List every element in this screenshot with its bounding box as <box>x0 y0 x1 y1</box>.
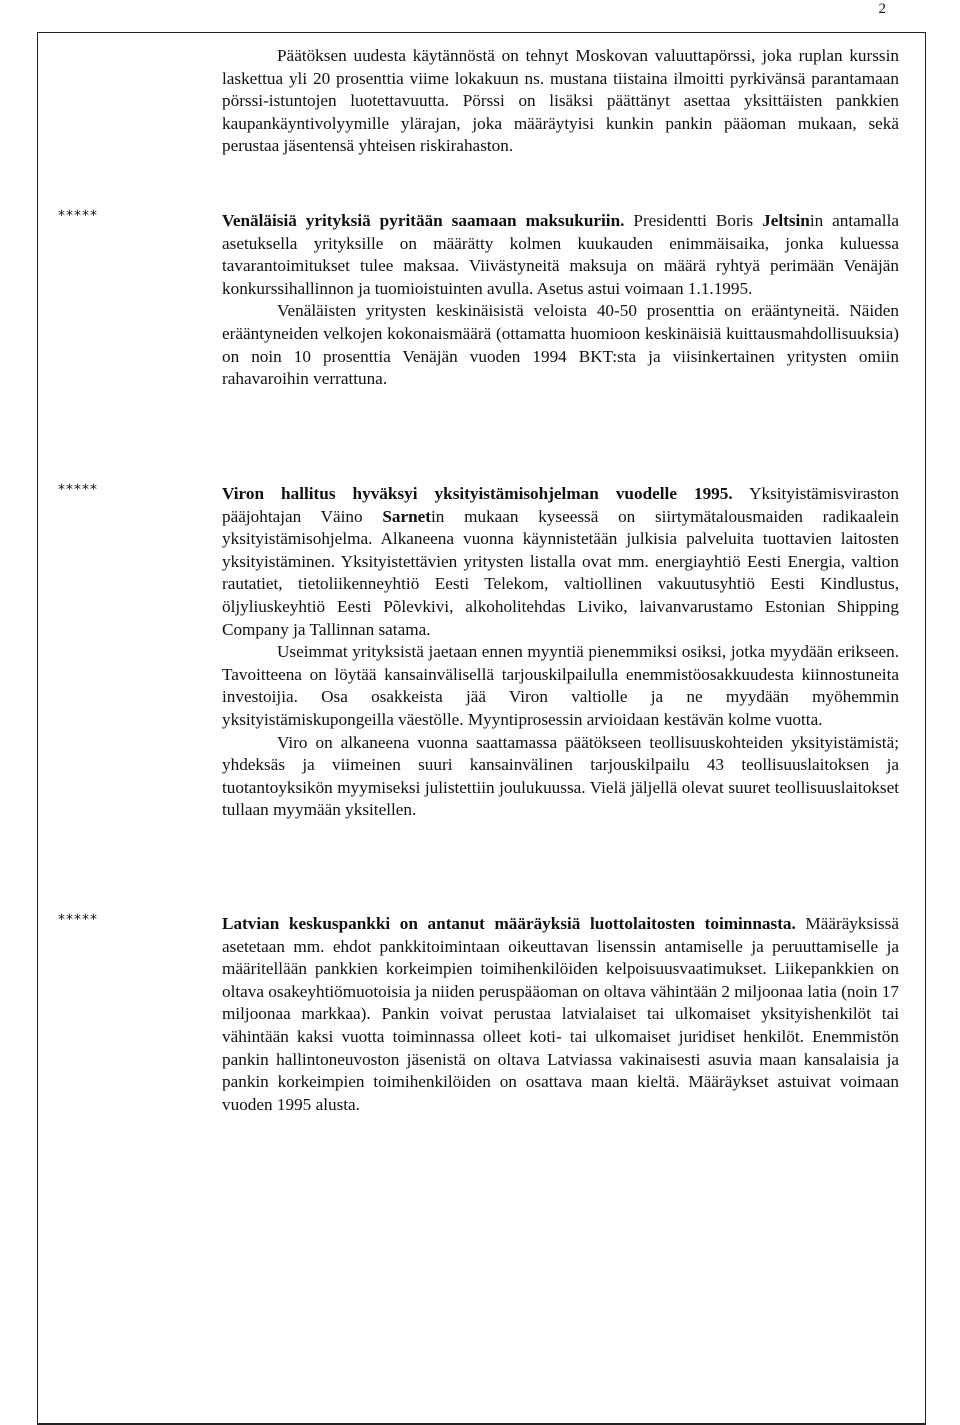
section-2-paragraph-3: Viro on alkaneena vuonna saattamassa päätökseen teollisuuskohteiden yksityistämistä; yhdeksäs ja viimeinen suuri kansainvälinen tarjouskilpailu 43 teollisuuslaitoksen ja tuotantoyksikön myymiseksi julistettiin joulukuussa. Vielä jäljellä olevat suuret teollisuuslaitokset tullaan myymään yksitellen. <box>222 732 899 820</box>
section-1-paragraph-2: Venäläisten yritysten keskinäisistä veloista 40-50 prosenttia on erääntyneitä. Näiden erääntyneiden velkojen kokonaismäärä (ottamatta huomioon keskinäisiä kuittausmahdollisuuksia) on noin 10 prosenttia Venäjän vuoden 1994 BKT:sta ja viisinkertainen yritysten omiin rahavaroihin verrattuna. <box>222 301 899 389</box>
section-3-text: Määräyksissä asetetaan mm. ehdot pankkitoimintaan oikeuttavan lisenssin antamiselle ja peruuttamiselle ja määritellään pankkien korkeimpien toimihenkilöiden kelpoisuusvaatimukset. Liikepankkien on oltava osakeyhtiömuotoisia ja niiden peruspääoman on oltava vähintään 2 miljoonaa latia (noin 17 miljoonaa markkaa). Pankin voivat perustaa latvialaiset tai ulkomaiset yksityishenkilöt tai vähintään kaksi vuotta toiminnassa olleet koti- tai ulkomaiset juridiset henkilöt. Enemmistön pankin hallintoneuvoston jäsenistä on oltava Latviassa vakinaisesti asuvia maan kansalaisia ja pankin korkeimpien toimihenkilöiden on osattava maan kieltä. Määräykset astuivat voimaan vuoden 1995 alusta. <box>222 914 899 1114</box>
content-frame-bottom <box>37 1423 926 1425</box>
section-1-text-b: in antamalla asetuksella yrityksille on määrätty kolmen kuukauden enimmäisaika, jonka kuluessa tavarantoimitukset tulee maksaa. Viivästyneitä maksuja on määrä ryhtyä perimään Venäjän konkurssihallinnon ja tuomioistuinten avulla. Asetus astui voimaan 1.1.1995. <box>222 211 899 298</box>
section-2-text-b: in mukaan kyseessä on siirtymätalousmaiden radikaalein yksityistämisohjelma. Alkaneena vuonna käynnistetään julkisia palveluita tuottavien laitosten yksityistäminen. Yksityistettävien yritysten listalla ovat mm. energiayhtiö Eesti Energia, valtion rautatiet, tietoliikenneyhtiö Eesti Telekom, valtiollinen vakuutusyhtiö Eesti Kindlustus, öljyliuskeyhtiö Eesti Põlevkivi, alkoholitehdas Liviko, laivanvarustamo Estonian Shipping Company ja Tallinnan satama. <box>222 506 899 639</box>
section-1-stars: ***** <box>58 208 98 224</box>
section-1-headline: Venäläisiä yrityksiä pyritään saamaan maksukuriin. <box>222 211 625 230</box>
section-2-headline: Viron hallitus hyväksyi yksityistämisohjelman vuodelle 1995. <box>222 484 733 503</box>
section-2-body <box>222 483 899 822</box>
section-2-name: Sarnet <box>382 506 432 526</box>
intro-text: Päätöksen uudesta käytännöstä on tehnyt Moskovan valuuttapörssi, joka ruplan kurssin laskettua yli 20 prosenttia viime lokakuun ns. mustana tiistaina ilmoitti pyrkivänsä parantamaan pörssi-istuntojen luotettavuutta. Pörssi on lisäksi päättänyt asettaa yksittäisten pankkien kaupankäyntivolyymille ylärajan, joka määräytyisi kunkin pankin pääoman mukaan, sekä perustaa jäsentensä yhteisen riskirahaston. <box>222 46 899 156</box>
section-2-paragraph-2: Useimmat yrityksistä jaetaan ennen myyntiä pienemmiksi osiksi, jotka myydään erikseen. Tavoitteena on löytää kansainvälisellä tarjouskilpailulla enemmistöosakkuudesta kiinnostuneita investoijia. Osa osakkeista jää Viron valtiolle ja ne myydään myöhemmin yksityistämiskupongeilla väestölle. Myyntiprosessin arvioidaan kestävän kolme vuotta. <box>222 642 899 729</box>
section-1-paragraph-1 <box>222 210 899 300</box>
section-2-paragraph-1 <box>222 483 899 641</box>
section-1-body <box>222 210 899 391</box>
page-number: 2 <box>878 1 886 17</box>
section-3-stars: ***** <box>58 912 98 928</box>
section-3-paragraph-1 <box>222 913 899 1116</box>
intro-paragraph <box>222 45 899 158</box>
section-2-text-a: Yksityistämisviraston pääjohtajan Väino <box>222 484 899 526</box>
section-1-name: Jeltsin <box>762 211 810 230</box>
section-3-body <box>222 913 899 1116</box>
section-1-text-a: Presidentti Boris <box>624 211 763 230</box>
section-2-stars: ***** <box>58 482 98 498</box>
section-3-headline: Latvian keskuspankki on antanut määräyksiä luottolaitosten toiminnasta. <box>222 914 796 933</box>
